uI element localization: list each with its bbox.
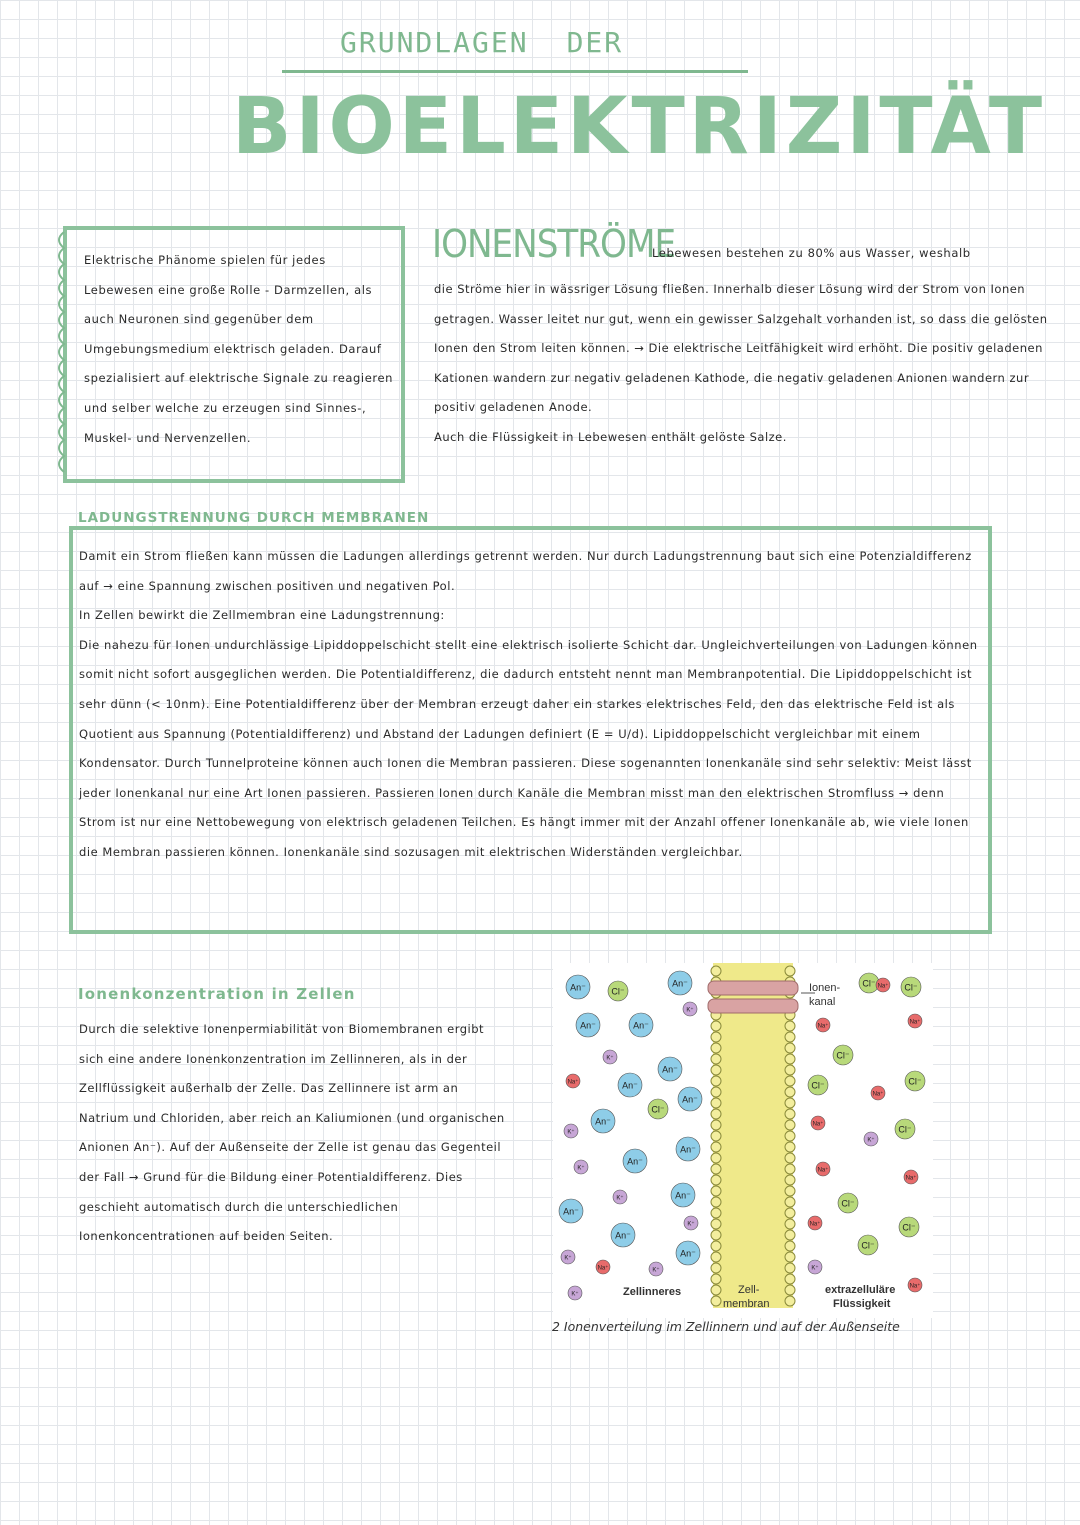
lipid-head — [785, 1142, 795, 1152]
ion-label: Na⁺ — [909, 1019, 921, 1026]
lipid-head — [711, 1098, 721, 1108]
lipid-head — [785, 1054, 795, 1064]
ion-label: Na⁺ — [877, 983, 889, 990]
ion-label: An⁻ — [633, 1020, 649, 1031]
ion-label: Cl⁻ — [811, 1080, 825, 1091]
ion-label: Na⁺ — [812, 1121, 824, 1128]
lipid-head — [711, 1186, 721, 1196]
lipid-head — [785, 1120, 795, 1130]
ion-label: An⁻ — [595, 1116, 611, 1127]
ion-label: K⁺ — [567, 1129, 575, 1136]
ion-label: K⁺ — [687, 1221, 695, 1228]
lipid-head — [711, 1219, 721, 1229]
figure-caption: 2 Ionenverteilung im Zellinnern und auf der Außenseite — [552, 1319, 900, 1334]
lipid-head — [785, 1131, 795, 1141]
lipid-head — [711, 1263, 721, 1273]
title-word-1: GRUNDLAGEN — [340, 26, 529, 59]
lipid-head — [785, 1076, 795, 1086]
lipid-head — [711, 1208, 721, 1218]
ion-label: Cl⁻ — [862, 978, 876, 989]
spiral-binding-icon — [52, 230, 70, 480]
ionenstroeme-text — [434, 275, 1049, 453]
ladungstrennung-p3: Die nahezu für Ionen undurchlässige Lipiddoppelschicht stellt eine elektrisch isolierte Schicht dar. Ungleichverteilungen von Ladungen können somit nicht sofort ausgeglichen werden. Die Potentialdifferenz, die dadurch entsteht nennt man Membranpotential. Die Lipiddoppelschicht ist sehr dünn (< 10nm). Eine Potentialdifferenz über der Membran erzeugt daher ein starkes elektrisches Feld, den das elektrische Feld ist als Quotient aus Spannung (Potentialdifferenz) und Abstand der Ladungen definiert (E = U/d). Lipiddoppelschicht vergleichbar mit einem Kondensator. Durch Tunnelproteine können auch Ionen die Membran passieren. Diese sogenannten Ionenkanäle sind sehr selektiv: Meist lässt jeder Ionenkanal nur eine Art Ionen passieren. Passieren Ionen durch Kanäle die Membran misst man den elektrischen Stromfluss → denn Strom ist nur eine Nettobewegung von elektrisch geladenen Teilchen. Es hängt immer mit der Anzahl offener Ionenkanäle ab, wie viele Ionen die Membran passieren können. Ionenkanäle sind sozusagen mit elektrischen Widerständen vergleichbar. — [79, 637, 978, 859]
lipid-head — [785, 1043, 795, 1053]
label-inner: Zellinneres — [623, 1286, 682, 1298]
ion-label: An⁻ — [627, 1156, 643, 1167]
lipid-head — [711, 1021, 721, 1031]
lipid-head — [711, 1274, 721, 1284]
ion-label: Na⁺ — [909, 1283, 921, 1290]
ion-label: K⁺ — [686, 1007, 694, 1014]
ion-label: An⁻ — [662, 1064, 678, 1075]
ion-label: An⁻ — [675, 1190, 691, 1201]
ion-channel-top — [708, 981, 798, 995]
ion-label: Cl⁻ — [904, 982, 918, 993]
ion-label: Na⁺ — [567, 1079, 579, 1086]
page-title: BIOELEKTRIZITÄT — [232, 82, 1047, 172]
ion-label: Na⁺ — [905, 1175, 917, 1182]
ion-label: K⁺ — [811, 1265, 819, 1272]
ionenstroeme-heading: IONENSTRÖME — [432, 222, 676, 266]
title-top — [340, 26, 661, 59]
ion-label: An⁻ — [563, 1206, 579, 1217]
ion-label: Cl⁻ — [861, 1240, 875, 1251]
label-membrane: Zell- — [738, 1284, 760, 1296]
lipid-head — [785, 1274, 795, 1284]
lipid-head — [785, 1263, 795, 1273]
lipid-head — [711, 966, 721, 976]
lipid-head — [785, 1241, 795, 1251]
ion-label: K⁺ — [571, 1291, 579, 1298]
ion-label: An⁻ — [580, 1020, 596, 1031]
lipid-head — [785, 1032, 795, 1042]
label-outer: extrazelluläre — [825, 1284, 896, 1296]
lipid-head — [711, 1032, 721, 1042]
lipid-head — [785, 966, 795, 976]
ladungstrennung-p2: In Zellen bewirkt die Zellmembran eine Ladungstrennung: — [79, 608, 445, 623]
ion-label: Cl⁻ — [651, 1104, 665, 1115]
ion-label: K⁺ — [564, 1255, 572, 1262]
title-word-2: DER — [566, 26, 624, 59]
ion-label: Na⁺ — [817, 1023, 829, 1030]
lipid-head — [785, 1065, 795, 1075]
lipid-head — [711, 1109, 721, 1119]
ion-label: Cl⁻ — [611, 986, 625, 997]
title-underline — [282, 70, 748, 73]
lipid-head — [785, 1109, 795, 1119]
lipid-head — [785, 1186, 795, 1196]
lipid-head — [711, 1087, 721, 1097]
intro-text: Elektrische Phänome spielen für jedes Lebewesen eine große Rolle - Darmzellen, als auch Neuronen sind gegenüber dem Umgebungsmedium elektrisch geladen. Darauf spezialisiert auf elektrische Signale zu reagieren und selber welche zu erzeugen sind Sinnes-, Muskel- und Nervenzellen. — [84, 253, 394, 445]
ion-label: Na⁺ — [597, 1265, 609, 1272]
ion-label: An⁻ — [682, 1094, 698, 1105]
lipid-head — [711, 1197, 721, 1207]
lipid-head — [785, 1219, 795, 1229]
ion-label: An⁻ — [570, 982, 586, 993]
ion-label: K⁺ — [652, 1267, 660, 1274]
ionenstroeme-intro: Lebewesen bestehen zu 80% aus Wasser, weshalb — [652, 246, 971, 260]
lipid-head — [711, 1241, 721, 1251]
lipid-head — [785, 1285, 795, 1295]
ion-label: Na⁺ — [809, 1221, 821, 1228]
ion-label: K⁺ — [606, 1055, 614, 1062]
lipid-head — [785, 1153, 795, 1163]
ion-label: An⁻ — [680, 1144, 696, 1155]
lipid-head — [785, 1296, 795, 1306]
lipid-head — [785, 1252, 795, 1262]
lipid-head — [785, 1208, 795, 1218]
lipid-head — [711, 1076, 721, 1086]
ion-label: Cl⁻ — [902, 1222, 916, 1233]
lipid-head — [785, 1087, 795, 1097]
lipid-head — [711, 1131, 721, 1141]
lipid-head — [785, 1197, 795, 1207]
ion-label: Cl⁻ — [898, 1124, 912, 1135]
ion-label: Cl⁻ — [841, 1198, 855, 1209]
lipid-head — [785, 1230, 795, 1240]
ion-label: K⁺ — [867, 1137, 875, 1144]
label-membrane-2: membran — [723, 1298, 770, 1310]
ion-label: An⁻ — [672, 978, 688, 989]
ion-label: An⁻ — [680, 1248, 696, 1259]
lipid-head — [711, 1164, 721, 1174]
lipid-head — [785, 1098, 795, 1108]
ladungstrennung-text — [79, 542, 979, 868]
lipid-head — [711, 1120, 721, 1130]
lipid-head — [711, 1043, 721, 1053]
label-channel: Ionen- — [809, 982, 841, 994]
ionenkonzentration-heading: Ionenkonzentration in Zellen — [78, 985, 356, 1003]
lipid-head — [711, 1230, 721, 1240]
ion-label: K⁺ — [616, 1195, 624, 1202]
ladungstrennung-heading: LADUNGSTRENNUNG DURCH MEMBRANEN — [78, 510, 429, 529]
ion-distribution-figure — [553, 963, 933, 1318]
lipid-head — [711, 1285, 721, 1295]
ion-label: Na⁺ — [817, 1167, 829, 1174]
lipid-head — [785, 1175, 795, 1185]
lipid-head — [711, 1054, 721, 1064]
ion-label: An⁻ — [622, 1080, 638, 1091]
lipid-head — [711, 1296, 721, 1306]
ionenstroeme-paragraph: die Ströme hier in wässriger Lösung fließen. Innerhalb dieser Lösung wird der Strom von Ionen getragen. Wasser leitet nur gut, wenn ein gewisser Salzgehalt vorhanden ist, so dass die gelösten Ionen den Strom leiten können. → Die elektrische Leitfähigkeit wird erhöht. Die positiv geladenen Kationen wandern zur negativ geladenen Kathode, die negativ geladenen Anionen wandern zur positiv geladenen Anode. — [434, 282, 1048, 415]
lipid-head — [785, 1021, 795, 1031]
ion-label: Na⁺ — [872, 1091, 884, 1098]
ion-label: An⁻ — [615, 1230, 631, 1241]
lipid-head — [711, 1065, 721, 1075]
lipid-head — [785, 1164, 795, 1174]
ionenstroeme-paragraph-2: Auch die Flüssigkeit in Lebewesen enthält gelöste Salze. — [434, 429, 787, 444]
ion-label: K⁺ — [577, 1165, 585, 1172]
ladungstrennung-p1: Damit ein Strom fließen kann müssen die Ladungen allerdings getrennt werden. Nur durch Ladungstrennung baut sich eine Potenzialdifferenz auf → eine Spannung zwischen positiven und negativen Pol. — [79, 549, 972, 593]
lipid-head — [711, 1153, 721, 1163]
label-outer-2: Flüssigkeit — [833, 1298, 891, 1310]
ion-label: Cl⁻ — [836, 1050, 850, 1061]
ion-channel-bottom — [708, 999, 798, 1013]
ion-label: Cl⁻ — [908, 1076, 922, 1087]
lipid-head — [711, 1175, 721, 1185]
label-channel-2: kanal — [809, 996, 836, 1008]
membrane-core — [713, 963, 793, 1308]
ionenkonzentration-text: Durch die selektive Ionenpermiabilität von Biomembranen ergibt sich eine andere Ionenkonzentration im Zellinneren, als in der Zellflüssigkeit außerhalb der Zelle. Das Zellinnere ist arm an Natrium und Chloriden, aber reich an Kaliumionen (und organischen Anionen An⁻). Auf der Außenseite der Zelle ist genau das Gegenteil der Fall → Grund für die Bildung einer Potentialdifferenz. Dies geschieht automatisch durch die unterschiedlichen Ionenkoncentrationen auf beiden Seiten. — [79, 1022, 505, 1244]
lipid-head — [711, 1252, 721, 1262]
lipid-head — [711, 1142, 721, 1152]
